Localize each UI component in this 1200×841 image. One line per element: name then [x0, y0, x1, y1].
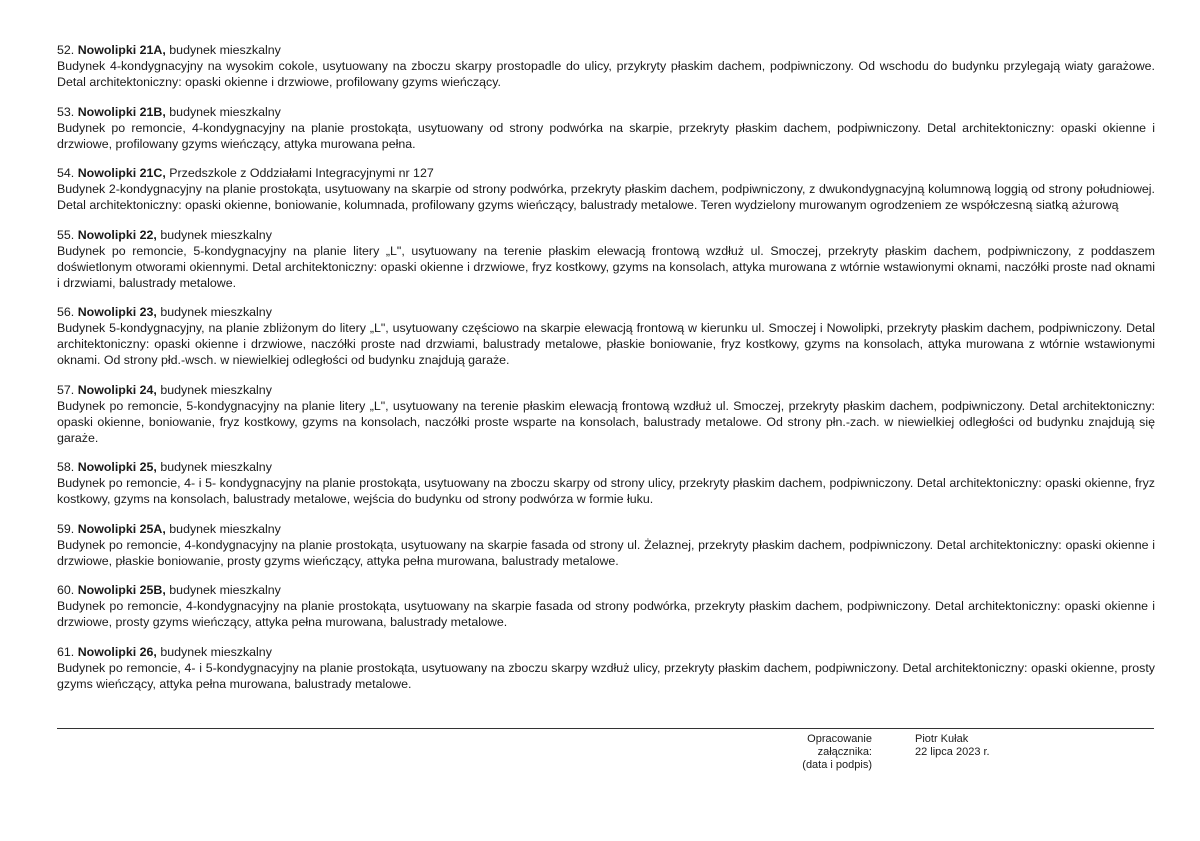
entry-number: 53. [57, 104, 75, 119]
list-item [57, 644, 1155, 692]
entry-type: budynek mieszkalny [160, 382, 272, 397]
entry-heading [57, 382, 1155, 398]
entry-type: budynek mieszkalny [169, 43, 281, 57]
entry-description: Budynek po remoncie, 4- i 5- kondygnacyjny na planie prostokąta, usytuowany na zboczu skarpy od strony ulicy, przekryty płaskim dachem, podpiwniczony. Detal architektoniczny: opaski okienne, fryz kostkowy, gzyms na konsolach, balustrady metalowe, wejścia do budynku od strony podwórza w formie łuku. [57, 476, 1155, 506]
entry-address: Nowolipki 21A, [77, 43, 166, 57]
footer-label [760, 733, 872, 772]
entry-description: Budynek po remoncie, 4-kondygnacyjny na planie prostokąta, usytuowany na skarpie fasada od strony podwórka, przekryty płaskim dachem, podpiwniczony. Detal architektoniczny: opaski okienne i drzwiowe, prosty gzyms wieńczący, attyka pełna murowana, balustrady metalowe. [57, 599, 1155, 629]
list-item [57, 42, 1155, 90]
entry-number: 59. [57, 521, 75, 536]
entry-address: Nowolipki 23, [77, 305, 157, 319]
entry-type: budynek mieszkalny [169, 104, 281, 119]
entry-address: Nowolipki 26, [77, 644, 157, 659]
footer-date: 22 lipca 2023 r. [915, 746, 990, 758]
entry-description: Budynek po remoncie, 4-kondygnacyjny na planie prostokąta, usytuowany na skarpie fasada od strony ul. Żelaznej, przekryty płaskim dachem, podpiwniczony. Detal architektoniczny: opaski okienne i drzwiowe, płaskie boniowanie, prosty gzyms wieńczący, attyka pełna murowana, balustrady metalowe. [57, 537, 1155, 568]
entry-type: budynek mieszkalny [160, 644, 272, 659]
entry-description: Budynek po remoncie, 4-kondygnacyjny na planie prostokąta, usytuowany od strony podwórka na skarpie, przekryty płaskim dachem, podpiwniczony. Detal architektoniczny: opaski okienne i drzwiowe, profilowany gzyms wieńczący, attyka murowana pełna. [57, 120, 1155, 151]
entry-description: Budynek 2-kondygnacyjny na planie prostokąta, usytuowany na skarpie od strony podwórka, przekryty płaskim dachem, podpiwniczony, z dwukondygnacyjną kolumnową loggią od strony południowej. Detal architektoniczny: opaski okienne, boniowanie, kolumnada, profilowany gzyms wieńczący, balustrady metalowe. Teren wydzielony murowanym ogrodzeniem ze współczesną siatką ażurową [57, 182, 1155, 212]
entry-type: Przedszkole z Oddziałami Integracyjnymi nr 127 [169, 166, 434, 180]
entry-number: 57. [57, 382, 75, 397]
list-item [57, 582, 1155, 630]
list-item [57, 165, 1155, 213]
footer-values [915, 733, 1045, 759]
footer-date-signature-label: (data i podpis) [802, 759, 872, 771]
entry-heading [57, 521, 1155, 537]
entry-heading [57, 104, 1155, 120]
entry-description: Budynek 4-kondygnacyjny na wysokim cokole, usytuowany na zboczu skarpy prostopadle do ulicy, przykryty płaskim dachem, podpiwniczony. Od wschodu do budynku przylegają wiaty garażowe. Detal architektoniczny: opaski okienne i drzwiowe, profilowany gzyms wieńczący. [57, 59, 1155, 89]
entry-heading [57, 304, 1155, 320]
entry-heading [57, 42, 1155, 58]
document-body [57, 42, 1155, 705]
entry-type: budynek mieszkalny [169, 583, 281, 597]
entry-number: 58. [57, 460, 75, 474]
entry-address: Nowolipki 21C, [77, 166, 166, 180]
footer-divider [57, 728, 1154, 729]
entry-heading [57, 644, 1155, 660]
entry-heading [57, 227, 1155, 243]
entry-address: Nowolipki 25, [77, 460, 157, 474]
entry-address: Nowolipki 22, [77, 227, 157, 242]
footer-prepared-by-label: Opracowanie załącznika: [807, 733, 872, 758]
entry-description: Budynek po remoncie, 4- i 5-kondygnacyjny na planie prostokąta, usytuowany na zboczu skarpy wzdłuż ulicy, przekryty płaskim dachem, podpiwniczony. Detal architektoniczny: opaski okienne, prosty gzyms wieńczący, attyka pełna murowana, balustrady metalowe. [57, 660, 1155, 691]
entry-description: Budynek 5-kondygnacyjny, na planie zbliżonym do litery „L", usytuowany częściowo na skarpie elewacją frontową w kierunku ul. Smoczej i Nowolipki, przekryty płaskim dachem, podpiwniczony. Detal architektoniczny: opaski okienne i drzwiowe, naczółki proste nad drzwiami, balustrady metalowe, płaskie boniowanie, fryz kostkowy, gzyms na konsolach, attyka murowana z wtórnie wstawionymi oknami. Od strony płd.-wsch. w niewielkiej odległości od budynku znajdują garaże. [57, 321, 1155, 367]
entry-number: 60. [57, 583, 75, 597]
entry-number: 52. [57, 43, 75, 57]
entry-heading [57, 582, 1155, 598]
list-item [57, 227, 1155, 291]
entry-number: 54. [57, 166, 75, 180]
entry-description: Budynek po remoncie, 5-kondygnacyjny na planie litery „L", usytuowany na terenie płaskim elewacją frontową wzdłuż ul. Smoczej, przekryty płaskim dachem, podpiwniczony. Detal architektoniczny: opaski okienne, boniowanie, fryz kostkowy, gzyms na konsolach, naczółki proste wsparte na konsolach, balustrady metalowe. Od strony płn.-zach. w niewielkiej odległości od budynku znajdują się garaże. [57, 398, 1155, 445]
entry-address: Nowolipki 24, [77, 382, 157, 397]
entry-number: 56. [57, 305, 75, 319]
list-item [57, 459, 1155, 507]
entry-description: Budynek po remoncie, 5-kondygnacyjny na planie litery „L", usytuowany na terenie płaskim elewacją frontową wzdłuż ul. Smoczej, przekryty płaskim dachem, podpiwniczony, z poddaszem doświetlonym otworami okiennymi. Detal architektoniczny: opaski okienne i drzwiowe, fryz kostkowy, gzyms na konsolach, attyka murowana z wtórnie wstawionymi oknami, naczółki proste nad oknami i drzwiami, balustrady metalowe. [57, 243, 1155, 290]
list-item [57, 382, 1155, 446]
entry-number: 55. [57, 227, 75, 242]
entry-address: Nowolipki 25A, [77, 521, 166, 536]
list-item [57, 521, 1155, 569]
entry-heading [57, 459, 1155, 475]
entry-heading [57, 165, 1155, 181]
entry-address: Nowolipki 21B, [77, 104, 166, 119]
entry-type: budynek mieszkalny [160, 460, 272, 474]
entry-address: Nowolipki 25B, [77, 583, 166, 597]
footer-author: Piotr Kułak [915, 733, 969, 745]
list-item [57, 304, 1155, 368]
entry-type: budynek mieszkalny [160, 227, 272, 242]
entry-type: budynek mieszkalny [160, 305, 272, 319]
entry-number: 61. [57, 644, 75, 659]
entry-type: budynek mieszkalny [169, 521, 281, 536]
list-item [57, 104, 1155, 152]
